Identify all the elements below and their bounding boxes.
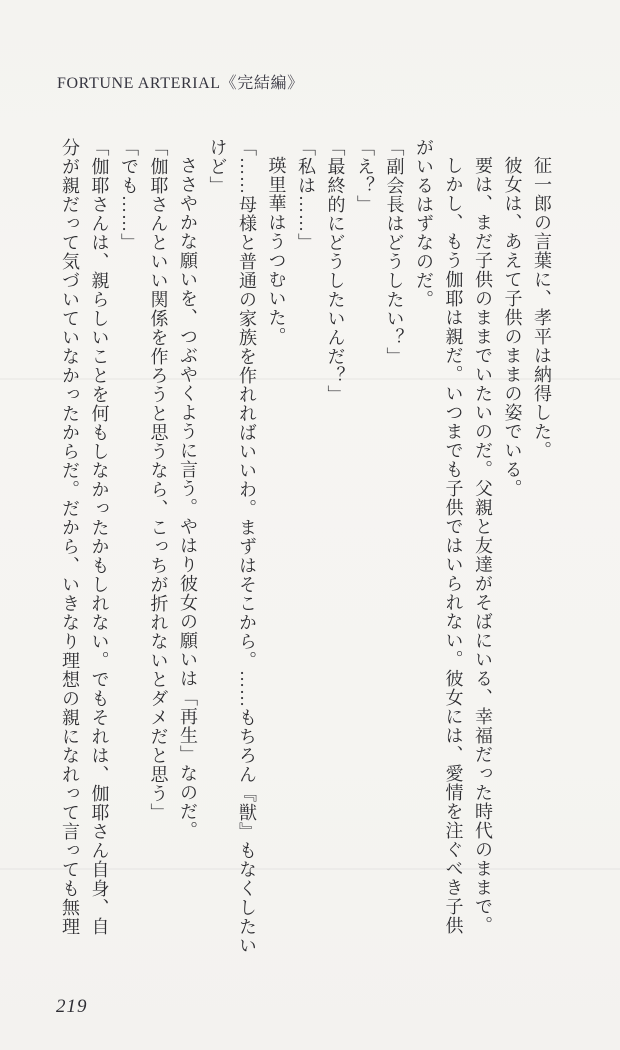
page-number: 219 bbox=[56, 996, 88, 1017]
text-body bbox=[55, 138, 557, 1010]
text-column: 要は、まだ子供のままでいたいのだ。父親と友達がそばにいる、幸福だった時代のままで。 bbox=[473, 156, 493, 935]
text-column: 「副会長はどうしたい？」 bbox=[384, 138, 405, 366]
text-column: 「私は……」 bbox=[296, 138, 316, 252]
text-column: 「伽耶さんといい関係を作ろうと思うなら、こっちが折れないとダメだと思う」 bbox=[148, 138, 169, 822]
text-column: 分が親だって気づいていなかったからだ。だから、いきなり理想の親になれって言っても無理 bbox=[60, 138, 80, 936]
text-column: 「でも……」 bbox=[119, 138, 139, 252]
text-column: がいるはずなのだ。 bbox=[414, 138, 434, 309]
text-column: 「え？」 bbox=[355, 138, 375, 214]
text-column: 「最終的にどうしたいんだ？」 bbox=[325, 138, 346, 404]
text-column: 「伽耶さんは、親らしいことを何もしなかったかもしれない。でもそれは、伽耶さん自身、自 bbox=[89, 138, 110, 936]
text-column: けど」 bbox=[207, 138, 228, 195]
text-column: 彼女は、あえて子供のままの姿でいる。 bbox=[502, 156, 523, 498]
text-column: 征一郎の言葉に、孝平は納得した。 bbox=[532, 156, 552, 460]
text-column: 「……母様と普通の家族を作れればいいわ。まずはそこから。……もちろん『獣』もなくしたい bbox=[237, 138, 257, 955]
text-column: しかし、もう伽耶は親だ。いつまでも子供ではいられない。彼女には、愛情を注ぐべき子供 bbox=[443, 156, 464, 935]
running-head-title: FORTUNE ARTERIAL《完結編》 bbox=[57, 75, 304, 92]
text-column: 瑛里華はうつむいた。 bbox=[266, 156, 287, 346]
text-column: ささやかな願いを、つぶやくように言う。やはり彼女の願いは「再生」なのだ。 bbox=[178, 156, 198, 840]
